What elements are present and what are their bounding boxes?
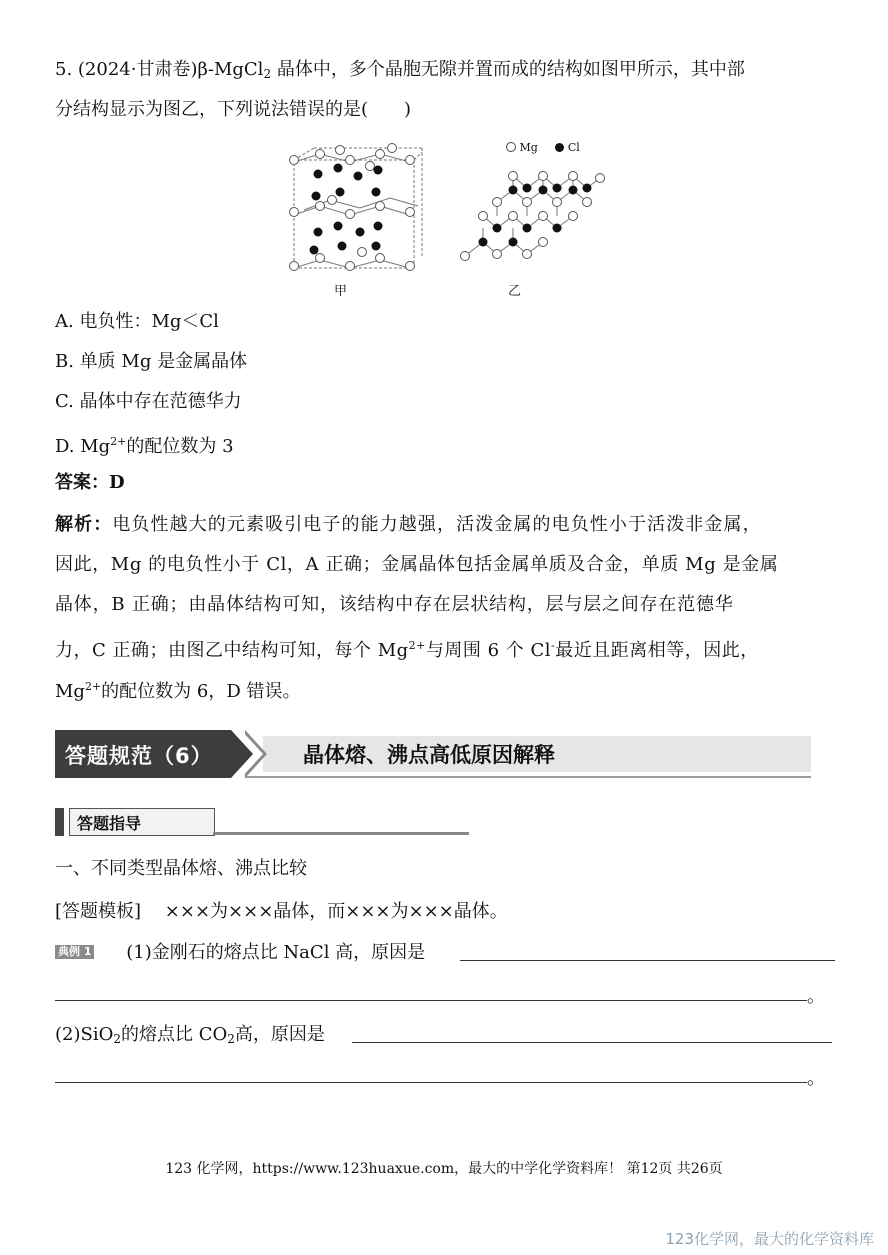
section-label-arrow [231, 730, 253, 778]
option-c: C. 晶体中存在范德华力 [55, 391, 242, 412]
superscript: 2+ [84, 680, 102, 693]
option-a: A. 电负性：Mg＜Cl [55, 311, 219, 332]
part1-heading: 一、不同类型晶体熔、沸点比较 [55, 858, 307, 879]
q2-period: 。 [807, 1068, 825, 1089]
analysis-label: 解析： [55, 514, 113, 535]
question-line-1 [55, 57, 745, 87]
analysis-line-1 [55, 512, 762, 538]
superscript: 2+ [110, 435, 127, 448]
superscript: 2+ [408, 639, 426, 652]
q2-text-c: 高，原因是 [234, 1024, 325, 1045]
analysis-line-3: 晶体，B 正确；由晶体结构可知，该结构中存在层状结构，层与层之间存在范德华 [55, 594, 734, 615]
option-d [55, 429, 234, 460]
question-text-a: 5. (2024·甘肃卷)β-MgCl [55, 59, 264, 80]
subscript: 2 [227, 1032, 235, 1046]
option-d-text-a: D. Mg [55, 436, 111, 457]
section-title: 晶体熔、沸点高低原因解释 [303, 743, 555, 767]
option-d-text-b: 的配位数为 3 [126, 436, 234, 457]
mg-legend-icon [506, 142, 516, 152]
q2-text-b: 的熔点比 CO [120, 1024, 228, 1045]
question-text-b: 晶体中，多个晶胞无隙并置而成的结构如图甲所示，其中部 [271, 59, 745, 80]
subscript: 2 [113, 1032, 121, 1046]
section-bar-rule [245, 776, 811, 778]
caption-yi: 乙 [508, 284, 522, 299]
watermark: 123化学网，最大的化学资料库 [665, 1230, 874, 1248]
example-badge: 典例 1 [55, 945, 94, 959]
analysis-line-4 [55, 633, 759, 664]
legend-mg-label: Mg [519, 141, 538, 154]
question-text-c: 分结构显示为图乙，下列说法错误的是( ) [55, 99, 412, 120]
cl-legend-icon [555, 143, 564, 152]
figure-legend [506, 141, 580, 154]
guide-label: 答题指导 [77, 814, 142, 833]
template-label: [答题模板] [55, 901, 142, 922]
section-label: 答题规范（6） [65, 744, 213, 768]
answer-template [55, 899, 508, 925]
answer-value: D [109, 472, 125, 493]
answer-label: 答案： [55, 472, 109, 493]
analysis-text: 最近且距离相等，因此， [555, 640, 759, 661]
analysis-line-2: 因此，Mg 的电负性小于 Cl，A 正确；金属晶体包括金属单质及合金，单质 Mg 是金属 [55, 554, 779, 575]
q1-answer-line-1[interactable] [460, 944, 835, 961]
guide-bar [55, 808, 64, 836]
page-footer: 123 化学网，https://www.123huaxue.com，最大的中学化学资料库！ 第12页 共26页 [165, 1161, 723, 1177]
analysis-text: 与周围 6 个 Cl [425, 640, 552, 661]
analysis-text: 电负性越大的元素吸引电子的能力越强，活泼金属的电负性小于活泼非金属， [112, 514, 762, 535]
legend-cl-label: Cl [567, 141, 580, 154]
guide-rule [213, 832, 469, 835]
template-text: ×××为×××晶体，而×××为×××晶体。 [164, 901, 508, 922]
answer [55, 470, 125, 496]
caption-jia: 甲 [334, 284, 348, 299]
analysis-text: 的配位数为 6，D 错误。 [101, 681, 301, 702]
crystal-figure-yi [455, 138, 615, 273]
guide-header [55, 808, 415, 838]
example-1-q1 [55, 940, 425, 966]
analysis-line-5 [55, 674, 301, 705]
superscript: - [551, 639, 556, 652]
subscript: 2 [263, 67, 272, 81]
q1-period: 。 [807, 986, 825, 1007]
q1-text: (1)金刚石的熔点比 NaCl 高，原因是 [126, 942, 426, 963]
analysis-text: 力，C 正确；由图乙中结构可知，每个 Mg [55, 640, 409, 661]
question-line-2 [55, 97, 411, 123]
q2-text-a: (2)SiO [55, 1024, 114, 1045]
option-b: B. 单质 Mg 是金属晶体 [55, 351, 248, 372]
crystal-figure-jia [280, 140, 430, 280]
q1-answer-line-2[interactable] [55, 984, 807, 1001]
analysis-text: Mg [55, 681, 85, 702]
q2-answer-line-1[interactable] [352, 1026, 832, 1043]
section-header [55, 730, 811, 778]
example-1-q2 [55, 1022, 325, 1052]
q2-answer-line-2[interactable] [55, 1066, 807, 1083]
